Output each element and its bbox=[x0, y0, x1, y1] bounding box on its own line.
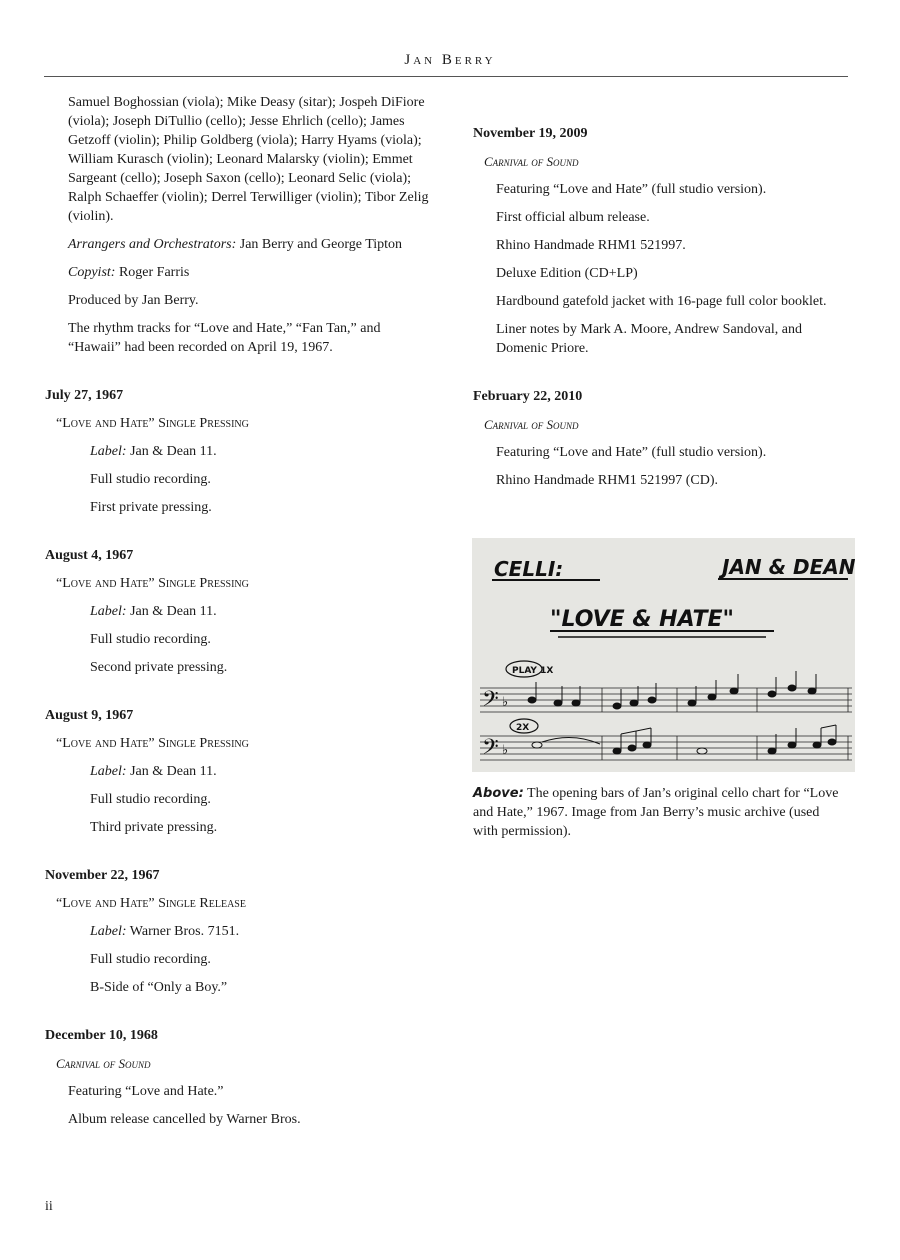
entry-title: “Love and Hate” Single Release bbox=[56, 896, 246, 911]
header-rule bbox=[44, 76, 848, 77]
entry-february-22-2010 bbox=[473, 387, 858, 490]
produced-line: Produced by Jan Berry. bbox=[68, 293, 199, 308]
arrangers-line bbox=[68, 235, 430, 254]
figure-caption bbox=[473, 784, 843, 841]
entry-august-4-1967 bbox=[45, 546, 430, 677]
hand-cello: CELLI: bbox=[494, 557, 564, 581]
entry-line: B-Side of “Only a Boy.” bbox=[90, 980, 228, 995]
arrangers-value: Jan Berry and George Tipton bbox=[236, 237, 403, 252]
entry-line: Album release cancelled by Warner Bros. bbox=[68, 1112, 301, 1127]
entry-august-9-1967 bbox=[45, 706, 430, 837]
left-column bbox=[45, 93, 430, 1129]
running-head: Jan Berry bbox=[404, 52, 496, 68]
entry-date: November 19, 2009 bbox=[473, 126, 588, 141]
entry-july-27-1967 bbox=[45, 386, 430, 517]
arrangers-label: Arrangers and Orchestrators: bbox=[68, 237, 237, 252]
entry-title: Carnival of Sound bbox=[484, 417, 579, 432]
entry-title: “Love and Hate” Single Pressing bbox=[56, 416, 249, 431]
entry-date: February 22, 2010 bbox=[473, 389, 583, 404]
entry-line: Full studio recording. bbox=[90, 952, 211, 967]
entry-date: July 27, 1967 bbox=[45, 388, 124, 403]
entry-line: Rhino Handmade RHM1 521997. bbox=[496, 238, 686, 253]
svg-text:♭: ♭ bbox=[502, 743, 509, 758]
rhythm-note: The rhythm tracks for “Love and Hate,” “Fan Tan,” and “Hawaii” had been recorded on April 19, 1967. bbox=[68, 321, 381, 355]
entry-line: First official album release. bbox=[496, 210, 650, 225]
entry-line: Full studio recording. bbox=[90, 792, 211, 807]
entry-date: August 4, 1967 bbox=[45, 548, 134, 563]
label-value: Jan & Dean 11. bbox=[126, 444, 217, 459]
entry-date: December 10, 1968 bbox=[45, 1028, 158, 1043]
entry-line: Full studio recording. bbox=[90, 472, 211, 487]
label-key: Label: bbox=[90, 924, 127, 939]
entry-label-line bbox=[90, 442, 430, 461]
caption-lead: Above: bbox=[473, 786, 524, 801]
entry-line: Full studio recording. bbox=[90, 632, 211, 647]
entry-line: Second private pressing. bbox=[90, 660, 228, 675]
entry-date: August 9, 1967 bbox=[45, 708, 134, 723]
entry-november-22-1967 bbox=[45, 866, 430, 997]
label-value: Jan & Dean 11. bbox=[126, 604, 217, 619]
label-key: Label: bbox=[90, 604, 127, 619]
svg-text:♭: ♭ bbox=[502, 695, 509, 710]
label-key: Label: bbox=[90, 764, 127, 779]
cello-chart-drawing bbox=[472, 538, 855, 772]
page-number: ii bbox=[45, 1199, 53, 1214]
svg-text:𝄢: 𝄢 bbox=[482, 687, 499, 717]
caption-text: The opening bars of Jan’s original cello chart for “Love and Hate,” 1967. Image from Jan Berry’s music archive (used with permission). bbox=[473, 786, 839, 839]
copyist-value: Roger Farris bbox=[115, 265, 190, 280]
entry-line: Third private pressing. bbox=[90, 820, 218, 835]
entry-line: Featuring “Love and Hate” (full studio version). bbox=[496, 182, 767, 197]
entry-line: First private pressing. bbox=[90, 500, 212, 515]
entry-november-19-2009 bbox=[473, 124, 858, 358]
label-value: Jan & Dean 11. bbox=[126, 764, 217, 779]
label-key: Label: bbox=[90, 444, 127, 459]
entry-title: Carnival of Sound bbox=[56, 1056, 151, 1071]
entry-line: Deluxe Edition (CD+LP) bbox=[496, 266, 638, 281]
copyist-label: Copyist: bbox=[68, 265, 116, 280]
entry-title: Carnival of Sound bbox=[484, 154, 579, 169]
hand-play: PLAY 1X bbox=[512, 666, 554, 676]
entry-december-10-1968 bbox=[45, 1026, 430, 1129]
label-value: Warner Bros. 7151. bbox=[126, 924, 240, 939]
entry-line: Liner notes by Mark A. Moore, Andrew Sandoval, and Domenic Priore. bbox=[496, 322, 802, 356]
entry-label-line bbox=[90, 762, 430, 781]
copyist-line bbox=[68, 263, 430, 282]
entry-label-line bbox=[90, 922, 430, 941]
entry-date: November 22, 1967 bbox=[45, 868, 160, 883]
entry-title: “Love and Hate” Single Pressing bbox=[56, 736, 249, 751]
hand-2x: 2X bbox=[516, 723, 530, 733]
hand-title: "LOVE & HATE" bbox=[550, 607, 735, 632]
musicians-list: Samuel Boghossian (viola); Mike Deasy (sitar); Jospeh DiFiore (viola); Joseph DiTullio (cello); Jesse Ehrlich (cello); James Getzoff (violin); Philip Goldberg (viola); Harry Hyams (viola); William Kurasch (violin); Leonard Malarsky (violin); Emmet Sargeant (cello); Joseph Saxon (cello); Leonard Selic (viola); Ralph Schaeffer (violin); Derrel Terwilliger (violin); Tibor Zelig (violin). bbox=[68, 95, 429, 224]
right-column bbox=[473, 124, 858, 490]
entry-line: Featuring “Love and Hate” (full studio version). bbox=[496, 445, 767, 460]
cello-chart-image bbox=[472, 538, 855, 772]
entry-label-line bbox=[90, 602, 430, 621]
entry-title: “Love and Hate” Single Pressing bbox=[56, 576, 249, 591]
entry-line: Hardbound gatefold jacket with 16-page full color booklet. bbox=[496, 294, 827, 309]
svg-text:𝄢: 𝄢 bbox=[482, 735, 499, 765]
entry-line: Featuring “Love and Hate.” bbox=[68, 1084, 224, 1099]
hand-band: JAN & DEAN bbox=[722, 555, 855, 579]
entry-line: Rhino Handmade RHM1 521997 (CD). bbox=[496, 473, 719, 488]
